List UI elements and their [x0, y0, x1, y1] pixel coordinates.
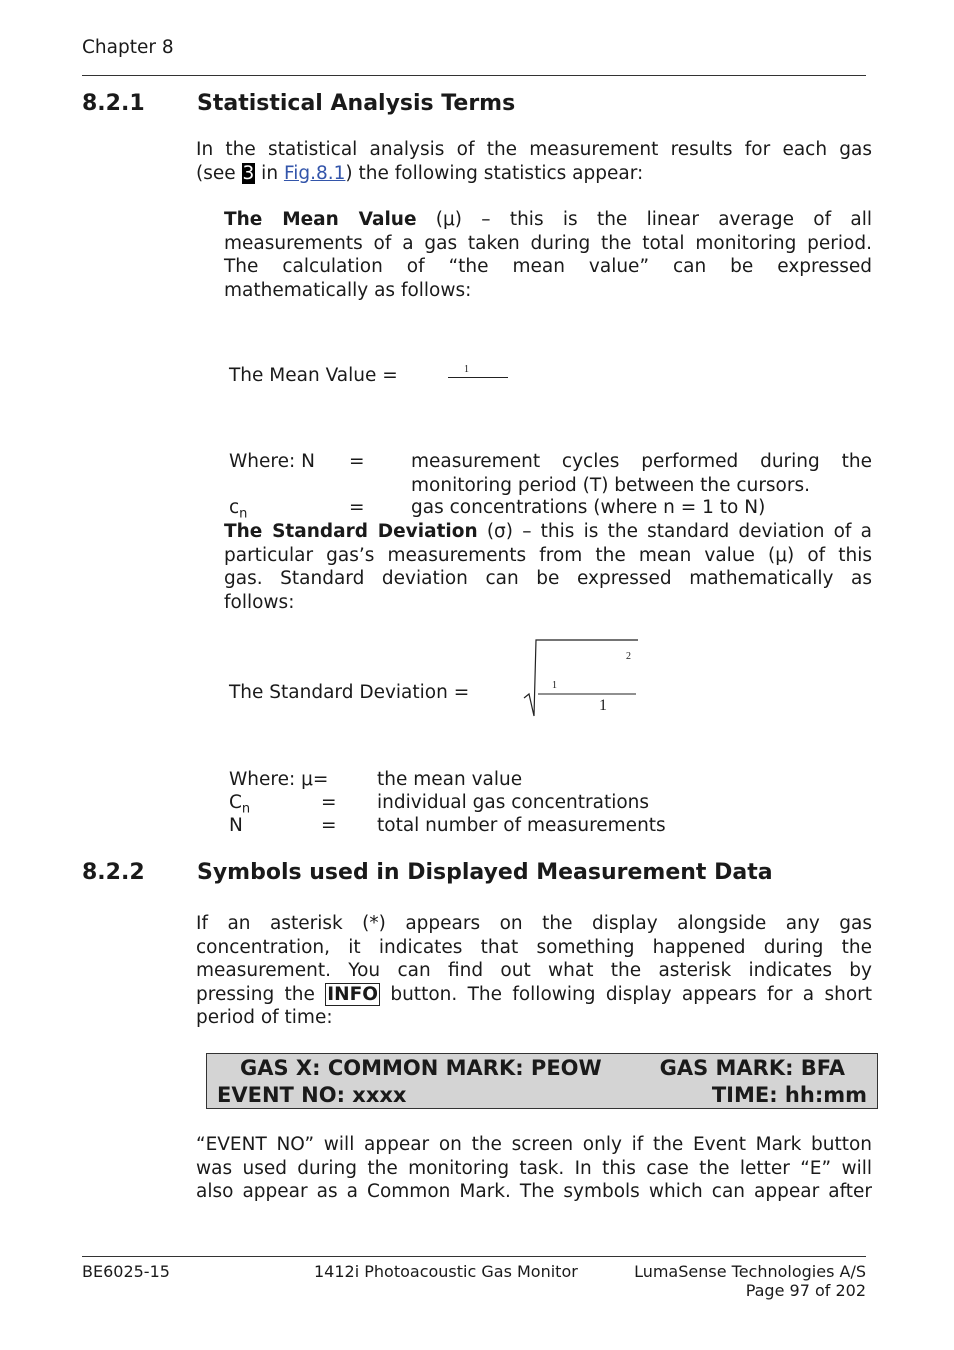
std-formula-numerator: 1	[552, 680, 557, 691]
section-title-821: Statistical Analysis Terms	[197, 91, 516, 116]
std-dev-term: The Standard Deviation	[224, 521, 478, 542]
section-number-821: 8.2.1	[82, 91, 145, 116]
section-title-822: Symbols used in Displayed Measurement Data	[197, 860, 773, 885]
std-line-2: particular gas’s measurements from the mean value (μ) of this	[224, 544, 872, 566]
mean-formula-label: The Mean Value =	[229, 365, 398, 386]
where-mu-label: Where: μ=	[229, 769, 329, 790]
event-line-2: was used during the monitoring task. In this case the letter “E” will	[196, 1157, 872, 1179]
mean-text: (μ) – this is the linear average of all	[416, 209, 872, 230]
std-n-equals: =	[321, 815, 337, 836]
cn-definition: gas concentrations (where n = 1 to N)	[411, 497, 766, 518]
where-n-equals: =	[349, 451, 365, 472]
mean-fraction-bar	[448, 377, 508, 378]
footer-product: 1412i Photoacoustic Gas Monitor	[314, 1262, 578, 1281]
asterisk-paragraph	[196, 912, 872, 1030]
footer-rule	[82, 1256, 866, 1257]
info-button-label: INFO	[327, 983, 378, 1005]
cn-equals: =	[349, 497, 365, 518]
intro-line-2	[196, 162, 872, 186]
mean-line-3: The calculation of “the mean value” can be expressed	[224, 256, 872, 277]
figure-ref-number: 3	[242, 162, 255, 184]
std-line-1	[224, 520, 872, 544]
std-cn-letter: C	[229, 792, 242, 813]
footer-company: LumaSense Technologies A/S	[634, 1262, 866, 1281]
event-line-3: also appear as a Common Mark. The symbols which can appear after	[196, 1181, 872, 1202]
where-n-definition	[411, 450, 872, 497]
intro-line-1: In the statistical analysis of the measurement results for each gas	[196, 139, 872, 160]
std-line-4: follows:	[224, 591, 295, 613]
event-no-paragraph	[196, 1133, 872, 1204]
std-cn-equals: =	[321, 792, 337, 813]
mean-value-paragraph	[224, 208, 872, 302]
asterisk-text: button. The following display appears for a short	[380, 983, 872, 1005]
std-text: (σ) – this is the standard deviation of a	[477, 521, 872, 542]
std-formula-label: The Standard Deviation =	[229, 682, 470, 703]
header-rule	[82, 75, 866, 76]
display-gas-common-mark: GAS X: COMMON MARK: PEOW	[240, 1056, 602, 1080]
asterisk-line-3: measurement. You can find out what the asterisk indicates by	[196, 960, 872, 981]
intro-text: (see	[196, 162, 242, 184]
asterisk-line-2: concentration, it indicates that something happened during the	[196, 936, 872, 958]
where-mu-definition: the mean value	[377, 769, 523, 790]
display-time: TIME: hh:mm	[711, 1083, 867, 1107]
std-cn-subscript: n	[241, 801, 251, 817]
square-root-symbol	[520, 636, 644, 722]
mean-value-term: The Mean Value	[224, 209, 417, 230]
asterisk-line-4	[196, 983, 872, 1007]
asterisk-text: pressing the	[196, 983, 326, 1005]
std-n-definition: total number of measurements	[377, 815, 666, 836]
asterisk-line-1: If an asterisk (*) appears on the display alongside any gas	[196, 913, 872, 934]
intro-text: ) the following statistics appear:	[345, 162, 644, 184]
footer-doc-id: BE6025-15	[82, 1262, 170, 1281]
display-gas-mark: GAS MARK: BFA	[659, 1056, 845, 1080]
std-formula-exponent: 2	[626, 651, 631, 662]
std-n-symbol: N	[229, 815, 243, 836]
section-number-822: 8.2.2	[82, 860, 145, 885]
mean-formula-numerator: 1	[464, 364, 469, 375]
cn-letter: c	[229, 497, 240, 518]
where-n-line-1: measurement cycles performed during the	[411, 451, 872, 472]
cn-subscript: n	[239, 506, 248, 522]
mean-line-4: mathematically as follows:	[224, 279, 472, 301]
footer-page-number: Page 97 of 202	[745, 1281, 866, 1300]
mean-line-2: measurements of a gas taken during the total monitoring period.	[224, 232, 872, 254]
where-n-line-2: monitoring period (T) between the cursors.	[411, 474, 811, 496]
std-formula-denominator: 1	[599, 697, 607, 714]
intro-paragraph	[196, 138, 872, 185]
instrument-display	[206, 1053, 878, 1109]
where-n-label: Where: N	[229, 451, 315, 472]
intro-text: in	[255, 162, 284, 184]
display-event-no: EVENT NO: xxxx	[217, 1083, 407, 1107]
fig-8-1-link[interactable]: Fig.8.1	[283, 162, 346, 184]
asterisk-line-5: period of time:	[196, 1007, 333, 1028]
chapter-header: Chapter 8	[82, 37, 174, 58]
event-line-1: “EVENT NO” will appear on the screen only if the Event Mark button	[196, 1134, 872, 1155]
mean-line-1	[224, 208, 872, 232]
std-line-3: gas. Standard deviation can be expressed mathematically as	[224, 568, 872, 589]
std-cn-definition: individual gas concentrations	[377, 792, 650, 813]
std-dev-paragraph	[224, 520, 872, 614]
